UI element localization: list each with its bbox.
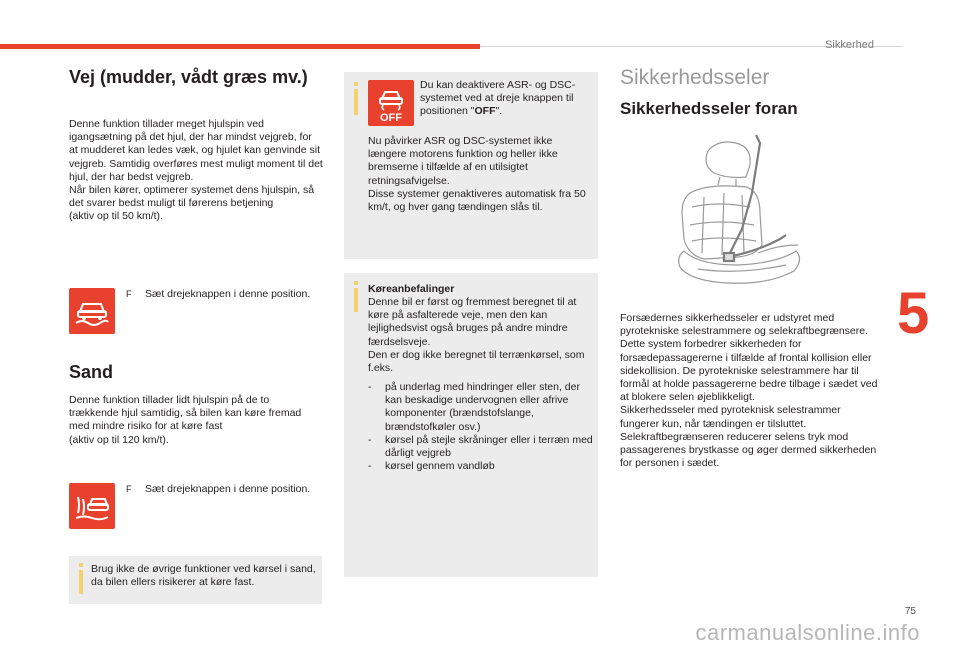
top-accent-bar: [0, 44, 480, 49]
off-label: OFF: [380, 112, 402, 123]
list-item: [368, 381, 593, 434]
sand-bullet: [126, 483, 316, 496]
seat-illustration: [668, 133, 833, 293]
asr-text-a: Du kan deaktivere ASR- og DSC-systemet ved at dreje knappen til positionen ": [420, 79, 576, 118]
bullet-mark: F: [126, 484, 132, 494]
bullet-mark: F: [126, 289, 132, 299]
list-item-text: på underlag med hindringer eller sten, der kan beskadige undervognen eller afrive komponenter (brændstofslange, brændstofkøler osv.): [385, 381, 580, 433]
subtitle-front-seatbelts: Sikkerhedsseler foran: [620, 99, 798, 118]
list-dash: -: [368, 460, 372, 473]
sand-paragraph: Denne funktion tillader lidt hjulspin på de to trækkende hjul samtidig, så bilen kan køre fremad med mindre risiko for at køre fast (aktiv op til 120 km/t).: [69, 394, 302, 446]
page-number: 75: [904, 606, 916, 617]
sand-mode-icon-box: [69, 483, 115, 529]
list-item: [368, 434, 593, 460]
list-item-text: kørsel på stejle skråninger eller i terræn med dårligt vejgreb: [385, 433, 593, 460]
mud-mode-icon-box: [69, 288, 115, 334]
asr-off-icon: [371, 83, 411, 123]
seatbelt-paragraph: Forsædernes sikkerhedsseler er udstyret med pyrotekniske selestrammere og selekraftbegrænsere. Dette system forbedrer sikkerheden for forsædepassagererne i tilfælde af frontal kollision eller sidekollision. De pyrotekniske selestrammere har til formål at holde passagererne bedre tilbage i sædet ved at blokere selen øjeblikkeligt. Sikkerhedsseler med pyroteknisk selestrammer fungerer kun, når tændingen er tilsluttet. Selekraftbegrænseren reducerer selens tryk mod passagerenes brystkasse og øger dermed sikkerheden for personen i sædet.: [620, 312, 878, 470]
asr-info-box: [344, 72, 598, 259]
info-icon: [354, 89, 358, 115]
mud-bullet-text: Sæt drejeknappen i denne position.: [145, 288, 311, 300]
chapter-number: 5: [897, 281, 930, 346]
driving-recommendation-box: [344, 273, 598, 577]
recommendation-paragraph: Denne bil er først og fremmest beregnet til at køre på asfalterede veje, men den kan lejlighedsvist også bruges på andre mindre færdselsveje. Den er dog ikke beregnet til terrænkørsel, som f.eks.: [368, 296, 585, 375]
asr-text-off: OFF: [474, 105, 496, 118]
asr-off-icon-box: [368, 80, 414, 126]
title-sand: Sand: [69, 362, 114, 382]
asr-paragraph: Nu påvirker ASR og DSC-systemet ikke længere motorens funktion og heller ikke bremserne i tilfælde af en utilsigtet retningsafvigelse. Disse systemer genaktiveres automatisk fra 50 km/t, og hver gang tændingen slås til.: [368, 135, 586, 214]
mud-mode-icon: [74, 296, 110, 326]
sand-note-text: Brug ikke de øvrige funktioner ved kørsel i sand, da bilen ellers risikerer at køre fast.: [91, 563, 316, 589]
mud-paragraph: Denne funktion tillader meget hjulspin ved igangsætning på det hjul, der har mindst vejgreb, for at mudderet kan ledes væk, og hjulet kan genvinde sit vejgreb. Samtidig overføres mest muligt moment til det hjul, der har bedst vejgreb. Når bilen kører, optimerer systemet dens hjulspin, så det svarer bedst muligt til førerens betjening (aktiv op til 50 km/t).: [69, 118, 323, 223]
title-seatbelts: Sikkerhedsseler: [620, 66, 770, 89]
terrain-list: [368, 381, 593, 473]
mud-bullet: [126, 288, 316, 301]
sand-bullet-text: Sæt drejeknappen i denne position.: [145, 483, 311, 495]
watermark: carmanualsonline.info: [695, 620, 920, 645]
info-icon: [354, 288, 358, 312]
asr-deactivate-text: [420, 79, 592, 119]
recommendation-title: Køreanbefalinger: [368, 283, 455, 295]
info-icon: [79, 570, 83, 594]
section-label: Sikkerhed: [825, 39, 874, 51]
sand-mode-icon: [74, 491, 110, 521]
asr-text-b: ".: [495, 105, 503, 118]
title-mud-road: Vej (mudder, vådt græs mv.): [69, 67, 308, 87]
list-item: [368, 460, 593, 473]
list-dash: -: [368, 433, 372, 446]
sand-note-box: [69, 556, 322, 604]
list-dash: -: [368, 381, 372, 393]
list-item-text: kørsel gennem vandløb: [385, 460, 495, 473]
